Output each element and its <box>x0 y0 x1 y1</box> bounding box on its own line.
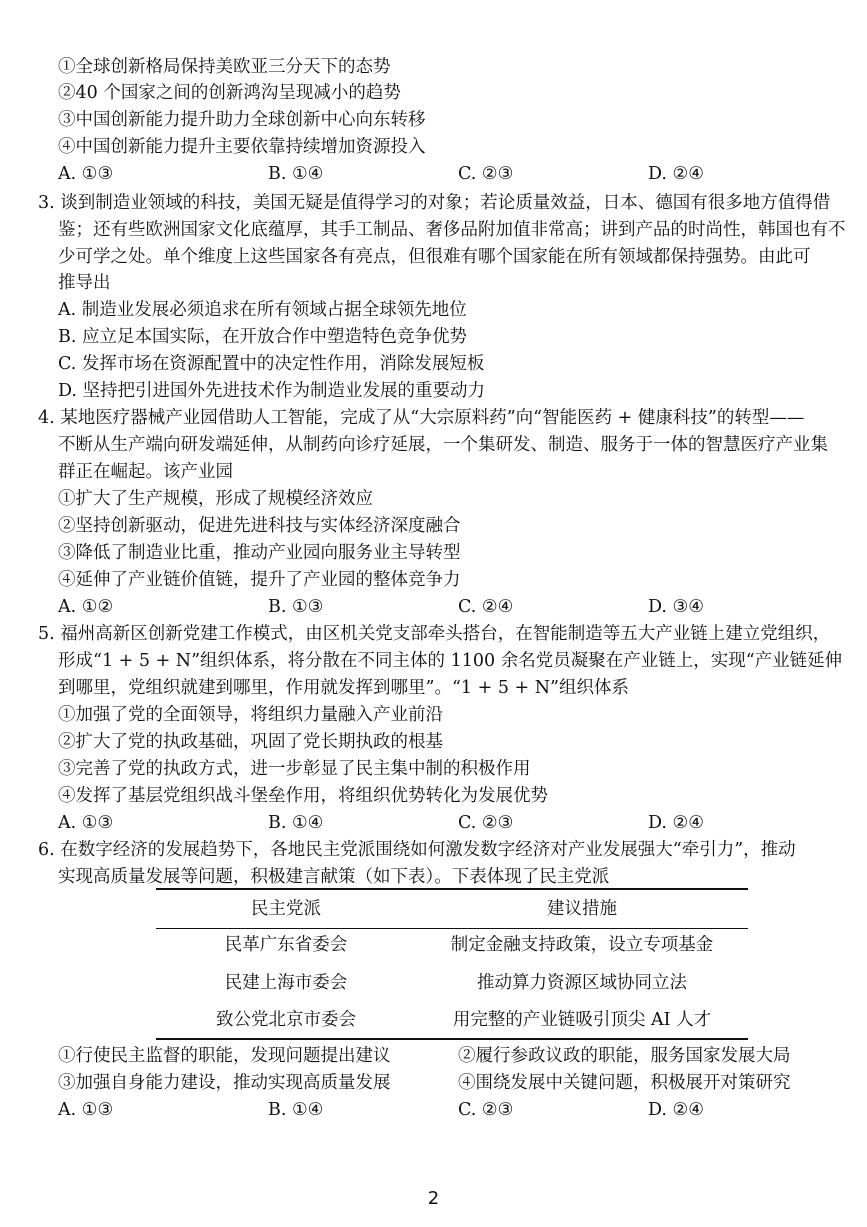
q4-stem-line-1: 4. 某地医疗器械产业园借助人工智能，完成了从“大宗原料药”向“智能医药 + 健康科技”的转型—— <box>38 408 805 428</box>
table-row-3-measure: 用完整的产业链吸引顶尖 AI 人才 <box>452 1010 712 1030</box>
q6-statement-1: ①行使民主监督的职能，发现问题提出建议 <box>58 1046 391 1066</box>
q6-statement-4: ④围绕发展中关键问题，积极展开对策研究 <box>458 1073 791 1093</box>
q6-options <box>58 1097 858 1124</box>
q3-stem-line-1: 3. 谈到制造业领域的科技，美国无疑是值得学习的对象；若论质量效益，日本、德国有很多地方值得借 <box>38 193 831 213</box>
q4-statement-2: ②坚持创新驱动，促进先进科技与实体经济深度融合 <box>58 516 461 536</box>
q2-options <box>58 161 858 188</box>
q5-stem-line-2: 形成“1 + 5 + N”组织体系，将分散在不同主体的 1100 余名党员凝聚在产业链上，实现“产业链延伸 <box>58 651 843 671</box>
q4-option-d: D. ③④ <box>648 597 704 617</box>
q4-option-a: A. ①② <box>58 597 114 617</box>
q5-option-b: B. ①④ <box>268 813 324 833</box>
q6-option-a: A. ①③ <box>58 1100 114 1120</box>
table-row-3-party: 致公党北京市委会 <box>216 1010 356 1030</box>
q5-option-a: A. ①③ <box>58 813 114 833</box>
q3-stem-line-2: 鉴；还有些欧洲国家文化底蕴厚，其手工制品、奢侈品附加值非常高；讲到产品的时尚性，韩国也有不 <box>58 220 846 240</box>
q4-stem-line-3: 群正在崛起。该产业园 <box>58 462 233 482</box>
q2-statement-4: ④中国创新能力提升主要依靠持续增加资源投入 <box>58 137 426 157</box>
table-top-rule <box>156 888 748 890</box>
q2-statement-3: ③中国创新能力提升助力全球创新中心向东转移 <box>58 110 426 130</box>
table-row-1-measure: 制定金融支持政策，设立专项基金 <box>450 935 714 955</box>
table-header-measures: 建议措施 <box>547 899 617 919</box>
q3-choice-a: A. 制造业发展必须追求在所有领域占据全球领先地位 <box>58 300 467 320</box>
q4-statement-3: ③降低了制造业比重，推动产业园向服务业主导转型 <box>58 543 461 563</box>
table-header-party: 民主党派 <box>251 899 321 919</box>
q5-statement-1: ①加强了党的全面领导，将组织力量融入产业前沿 <box>58 705 443 725</box>
q2-statement-1: ①全球创新格局保持美欧亚三分天下的态势 <box>58 57 391 77</box>
table-row-2-party: 民建上海市委会 <box>224 973 348 993</box>
q5-statement-3: ③完善了党的执政方式，进一步彰显了民主集中制的积极作用 <box>58 759 531 779</box>
q5-stem-line-1: 5. 福州高新区创新党建工作模式，由区机关党支部牵头搭台，在智能制造等五大产业链上建立党组织， <box>38 624 831 644</box>
q6-option-c: C. ②③ <box>458 1100 514 1120</box>
table-row-2-measure: 推动算力资源区域协同立法 <box>477 973 687 993</box>
q3-choice-d: D. 坚持把引进国外先进技术作为制造业发展的重要动力 <box>58 381 486 401</box>
page-number: 2 <box>427 1188 440 1209</box>
q3-stem-line-4: 推导出 <box>58 273 111 293</box>
q6-stem-line-2: 实现高质量发展等问题，积极建言献策（如下表）。下表体现了民主党派 <box>58 867 610 887</box>
q6-stem-line-1: 6. 在数字经济的发展趋势下，各地民主党派围绕如何激发数字经济对产业发展强大“牵引力”，推动 <box>38 840 796 860</box>
table-header-rule <box>156 928 748 929</box>
q5-statement-4: ④发挥了基层党组织战斗堡垒作用，将组织优势转化为发展优势 <box>58 786 548 806</box>
q5-statement-2: ②扩大了党的执政基础，巩固了党长期执政的根基 <box>58 732 443 752</box>
q5-options <box>58 810 858 837</box>
q4-stem-line-2: 不断从生产端向研发端延伸，从制药向诊疗延展，一个集研发、制造、服务于一体的智慧医疗产业集 <box>58 435 828 455</box>
table-bottom-rule <box>156 1038 748 1040</box>
q2-option-d: D. ②④ <box>648 164 704 184</box>
q5-stem-line-3: 到哪里，党组织就建到哪里，作用就发挥到哪里”。“1 + 5 + N”组织体系 <box>58 678 629 698</box>
q2-statement-2: ②40 个国家之间的创新鸿沟呈现减小的趋势 <box>58 83 401 103</box>
q3-choice-b: B. 应立足本国实际，在开放合作中塑造特色竞争优势 <box>58 327 467 347</box>
q4-statement-1: ①扩大了生产规模，形成了规模经济效应 <box>58 489 373 509</box>
q3-choice-c: C. 发挥市场在资源配置中的决定性作用，消除发展短板 <box>58 354 485 374</box>
q6-option-d: D. ②④ <box>648 1100 704 1120</box>
q5-option-d: D. ②④ <box>648 813 704 833</box>
q4-option-c: C. ②④ <box>458 597 514 617</box>
table-row-1-party: 民革广东省委会 <box>224 935 348 955</box>
q4-statement-4: ④延伸了产业链价值链，提升了产业园的整体竞争力 <box>58 570 461 590</box>
q5-option-c: C. ②③ <box>458 813 514 833</box>
q4-options <box>58 594 858 621</box>
q3-stem-line-3: 少可学之处。单个维度上这些国家各有亮点，但很难有哪个国家能在所有领域都保持强势。由此可 <box>58 247 811 267</box>
q6-statement-3: ③加强自身能力建设，推动实现高质量发展 <box>58 1073 391 1093</box>
q2-option-a: A. ①③ <box>58 164 114 184</box>
q4-option-b: B. ①③ <box>268 597 324 617</box>
q2-option-c: C. ②③ <box>458 164 514 184</box>
q2-option-b: B. ①④ <box>268 164 324 184</box>
q6-statement-2: ②履行参政议政的职能，服务国家发展大局 <box>458 1046 791 1066</box>
q6-table <box>156 884 748 1040</box>
q6-option-b: B. ①④ <box>268 1100 324 1120</box>
